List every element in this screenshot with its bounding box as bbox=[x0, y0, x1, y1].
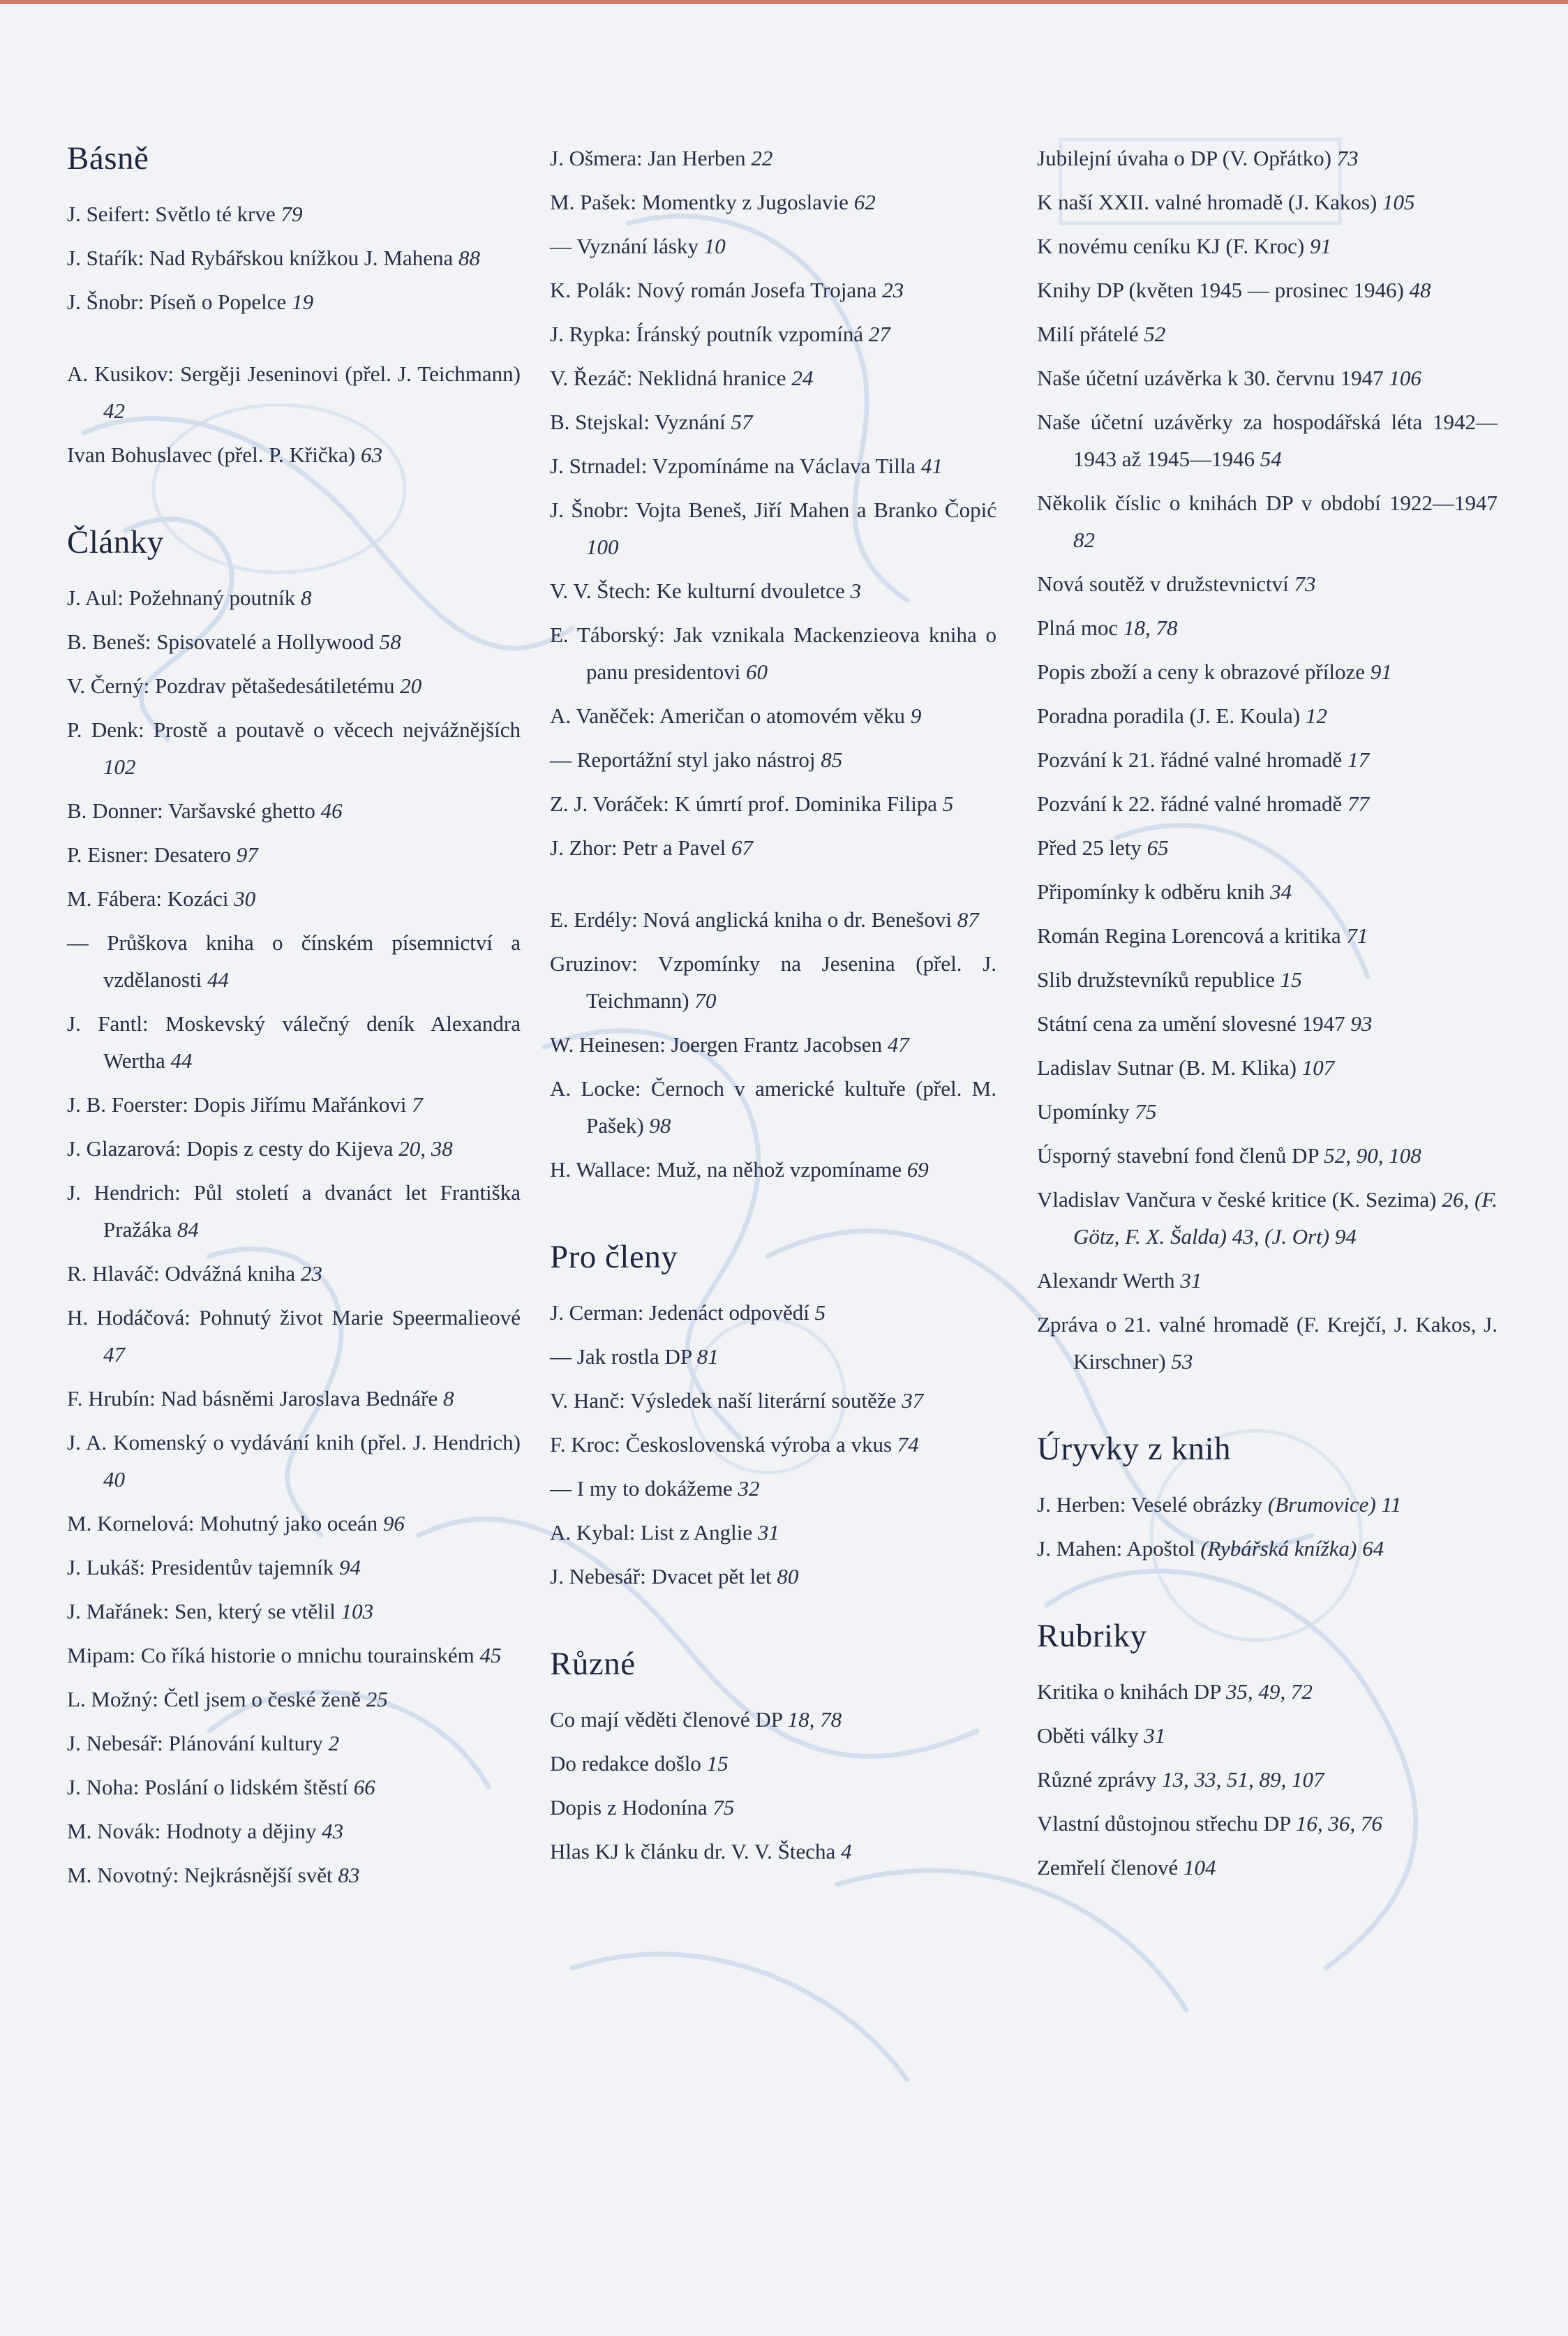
index-entry: J. Ošmera: Jan Herben 22 bbox=[550, 146, 773, 170]
index-entry: J. Mahen: Apoštol (Rybářská knížka) 64 bbox=[1037, 1536, 1384, 1561]
index-entry: Naše účetní uzávěrky za hospodářská léta 1942—1943 až 1945—1946 54 bbox=[1037, 410, 1498, 471]
index-entry: Vladislav Vančura v české kritice (K. Sezima) 26, (F. Götz, F. X. Šalda) 43, (J. Ort) 94 bbox=[1037, 1187, 1498, 1249]
index-entry: Ivan Bohuslavec (přel. P. Křička) 63 bbox=[67, 442, 382, 467]
index-entry: J. Seifert: Světlo té krve 79 bbox=[67, 202, 303, 226]
index-entry: Dopis z Hodonína 75 bbox=[550, 1795, 735, 1820]
index-entry: H. Hodáčová: Pohnutý život Marie Speermalieové 47 bbox=[67, 1305, 521, 1367]
index-entry: K naší XXII. valné hromadě (J. Kakos) 105 bbox=[1037, 190, 1415, 214]
index-entry: E. Erdély: Nová anglická kniha o dr. Benešovi 87 bbox=[550, 907, 979, 932]
index-entry: Připomínky k odběru knih 34 bbox=[1037, 879, 1292, 904]
index-entry: Upomínky 75 bbox=[1037, 1099, 1157, 1124]
section-pro-cleny bbox=[550, 1238, 996, 1595]
index-entry: K novému ceníku KJ (F. Kroc) 91 bbox=[1037, 234, 1331, 258]
index-entry: J. Rypka: Íránský poutník vzpomíná 27 bbox=[550, 322, 890, 346]
index-entry: M. Pašek: Momentky z Jugoslavie 62 bbox=[550, 190, 876, 214]
index-entry: — Vyznání lásky 10 bbox=[550, 234, 726, 258]
section-clanky-continued bbox=[550, 140, 996, 1188]
top-edge-strip bbox=[0, 0, 1568, 4]
index-entry: Různé zprávy 13, 33, 51, 89, 107 bbox=[1037, 1767, 1324, 1792]
index-entry: J. Nebesář: Dvacet pět let 80 bbox=[550, 1564, 799, 1589]
index-entry: J. Zhor: Petr a Pavel 67 bbox=[550, 835, 754, 860]
index-entry: R. Hlaváč: Odvážná kniha 23 bbox=[67, 1261, 322, 1286]
index-entry: M. Kornelová: Mohutný jako oceán 96 bbox=[67, 1511, 405, 1535]
index-entry: V. Hanč: Výsledek naší literární soutěže 37 bbox=[550, 1388, 924, 1413]
index-entry: L. Možný: Četl jsem o české ženě 25 bbox=[67, 1687, 388, 1711]
index-entry: Ladislav Sutnar (B. M. Klika) 107 bbox=[1037, 1055, 1335, 1080]
index-entry: K. Polák: Nový román Josefa Trojana 23 bbox=[550, 278, 904, 302]
index-entry: Pozvání k 22. řádné valné hromadě 77 bbox=[1037, 791, 1370, 816]
index-entry: J. Hendrich: Půl století a dvanáct let Františka Pražáka 84 bbox=[67, 1180, 521, 1242]
index-entry: M. Fábera: Kozáci 30 bbox=[67, 886, 256, 911]
index-entry: Oběti války 31 bbox=[1037, 1723, 1166, 1748]
index-entry: V. Černý: Pozdrav pětašedesátiletému 20 bbox=[67, 674, 422, 698]
index-entry: F. Hrubín: Nad básněmi Jaroslava Bednáře 8 bbox=[67, 1386, 454, 1411]
index-entry: J. Cerman: Jedenáct odpovědí 5 bbox=[550, 1300, 826, 1325]
index-entry: V. Řezáč: Neklidná hranice 24 bbox=[550, 366, 814, 390]
section-heading: Rubriky bbox=[1037, 1618, 1147, 1654]
index-entry: M. Novotný: Nejkrásnější svět 83 bbox=[67, 1863, 360, 1887]
index-entry: P. Eisner: Desatero 97 bbox=[67, 842, 258, 867]
index-entry: Z. J. Voráček: K úmrtí prof. Dominika Filipa 5 bbox=[550, 791, 954, 816]
index-entry: — Průškova kniha o čínském písemnictví a vzdělanosti 44 bbox=[67, 930, 521, 992]
index-entry: H. Wallace: Muž, na něhož vzpomíname 69 bbox=[550, 1157, 929, 1182]
index-entry: B. Stejskal: Vyznání 57 bbox=[550, 410, 753, 434]
index-entry: Kritika o knihách DP 35, 49, 72 bbox=[1037, 1679, 1313, 1704]
index-entry: Zpráva o 21. valné hromadě (F. Krejčí, J. Kakos, J. Kirschner) 53 bbox=[1037, 1312, 1498, 1374]
index-entry: Knihy DP (květen 1945 — prosinec 1946) 48 bbox=[1037, 278, 1431, 302]
index-entry: A. Vaněček: Američan o atomovém věku 9 bbox=[550, 704, 922, 728]
index-entry: J. Glazarová: Dopis z cesty do Kijeva 20, 38 bbox=[67, 1136, 453, 1161]
index-entry: Státní cena za umění slovesné 1947 93 bbox=[1037, 1011, 1373, 1036]
index-entry: Co mají věděti členové DP 18, 78 bbox=[550, 1707, 842, 1732]
index-entry: Jubilejní úvaha o DP (V. Opřátko) 73 bbox=[1037, 146, 1359, 170]
index-entry: Román Regina Lorencová a kritika 71 bbox=[1037, 923, 1368, 948]
section-ruzne-continued bbox=[1037, 140, 1498, 1380]
index-entry: J. Aul: Požehnaný poutník 8 bbox=[67, 586, 312, 610]
index-entry: Do redakce došlo 15 bbox=[550, 1751, 729, 1776]
index-entry: J. Mařánek: Sen, který se vtělil 103 bbox=[67, 1599, 374, 1623]
index-entry: J. Herben: Veselé obrázky (Brumovice) 11 bbox=[1037, 1492, 1402, 1517]
column-1 bbox=[67, 140, 521, 1900]
section-heading: Úryvky z knih bbox=[1037, 1431, 1232, 1467]
section-basne bbox=[67, 140, 521, 473]
section-rubriky bbox=[1037, 1617, 1498, 1886]
index-entry: Poradna poradila (J. E. Koula) 12 bbox=[1037, 704, 1327, 728]
index-entry: Alexandr Werth 31 bbox=[1037, 1268, 1202, 1293]
index-entry: Popis zboží a ceny k obrazové příloze 91 bbox=[1037, 660, 1392, 684]
index-entry: J. A. Komenský o vydávání knih (přel. J. Hendrich) 40 bbox=[67, 1430, 521, 1491]
index-entry: V. V. Štech: Ke kulturní dvouletce 3 bbox=[550, 579, 862, 603]
index-entry: J. Noha: Poslání o lidském štěstí 66 bbox=[67, 1775, 375, 1799]
index-entry: Před 25 lety 65 bbox=[1037, 835, 1169, 860]
index-entry: Pozvání k 21. řádné valné hromadě 17 bbox=[1037, 747, 1370, 772]
index-entry: J. Šnobr: Vojta Beneš, Jiří Mahen a Branko Čopić 100 bbox=[550, 498, 996, 559]
index-entry: J. Staŕík: Nad Rybářskou knížkou J. Mahena 88 bbox=[67, 246, 480, 270]
index-entry: F. Kroc: Československá výroba a vkus 74 bbox=[550, 1432, 919, 1457]
column-3 bbox=[1037, 140, 1498, 1893]
index-entry: Slib družstevníků republice 15 bbox=[1037, 967, 1302, 992]
section-heading: Články bbox=[67, 524, 164, 560]
section-uryvky-z-knih bbox=[1037, 1430, 1498, 1567]
index-entry: J. Šnobr: Píseň o Popelce 19 bbox=[67, 290, 314, 314]
index-entry: — Reportážní styl jako nástroj 85 bbox=[550, 747, 843, 772]
index-entry: Naše účetní uzávěrka k 30. červnu 1947 106 bbox=[1037, 366, 1421, 390]
index-entry: Hlas KJ k článku dr. V. V. Štecha 4 bbox=[550, 1839, 852, 1863]
index-entry: B. Beneš: Spisovatelé a Hollywood 58 bbox=[67, 630, 401, 654]
index-entry: W. Heinesen: Joergen Frantz Jacobsen 47 bbox=[550, 1032, 909, 1057]
index-entry: Plná moc 18, 78 bbox=[1037, 616, 1178, 640]
index-entry: Úsporný stavební fond členů DP 52, 90, 108 bbox=[1037, 1143, 1421, 1168]
index-entry: Milí přátelé 52 bbox=[1037, 322, 1166, 346]
index-entry: J. Strnadel: Vzpomínáme na Václava Tilla 41 bbox=[550, 454, 943, 478]
index-entry: Mipam: Co říká historie o mnichu tourainském 45 bbox=[67, 1643, 502, 1667]
index-entry: P. Denk: Prostě a poutavě o věcech nejvážnějších 102 bbox=[67, 717, 521, 779]
index-entry: Gruzinov: Vzpomínky na Jesenina (přel. J. Teichmann) 70 bbox=[550, 951, 996, 1013]
index-entry: J. Lukáš: Presidentův tajemník 94 bbox=[67, 1555, 361, 1579]
index-entry: M. Novák: Hodnoty a dějiny 43 bbox=[67, 1819, 344, 1843]
index-entry: Zemřelí členové 104 bbox=[1037, 1855, 1216, 1880]
section-heading: Různé bbox=[550, 1646, 636, 1682]
section-heading: Pro členy bbox=[550, 1239, 678, 1275]
section-clanky bbox=[67, 523, 521, 1894]
section-ruzne bbox=[550, 1645, 996, 1870]
index-entry: A. Kybal: List z Anglie 31 bbox=[550, 1520, 779, 1545]
index-entry: Několik číslic o knihách DP v období 1922—1947 82 bbox=[1037, 491, 1498, 552]
index-entry: J. Fantl: Moskevský válečný deník Alexandra Wertha 44 bbox=[67, 1011, 521, 1073]
index-entry: J. Nebesář: Plánování kultury 2 bbox=[67, 1731, 340, 1755]
index-entry: Vlastní důstojnou střechu DP 16, 36, 76 bbox=[1037, 1811, 1382, 1836]
index-entry: J. B. Foerster: Dopis Jiřímu Mařánkovi 7 bbox=[67, 1092, 423, 1117]
index-entry: A. Kusikov: Sergěji Jeseninovi (přel. J. Teichmann) 42 bbox=[67, 362, 521, 423]
index-entry: B. Donner: Varšavské ghetto 46 bbox=[67, 798, 343, 823]
index-entry: E. Táborský: Jak vznikala Mackenzieova kniha o panu presidentovi 60 bbox=[550, 623, 996, 684]
section-heading: Básně bbox=[67, 140, 149, 177]
index-entry: — Jak rostla DP 81 bbox=[550, 1344, 719, 1369]
column-2 bbox=[550, 140, 996, 1877]
index-entry: — I my to dokážeme 32 bbox=[550, 1476, 760, 1501]
index-entry: A. Locke: Černoch v americké kultuře (přel. M. Pašek) 98 bbox=[550, 1076, 996, 1138]
index-entry: Nová soutěž v družstevnictví 73 bbox=[1037, 572, 1316, 596]
